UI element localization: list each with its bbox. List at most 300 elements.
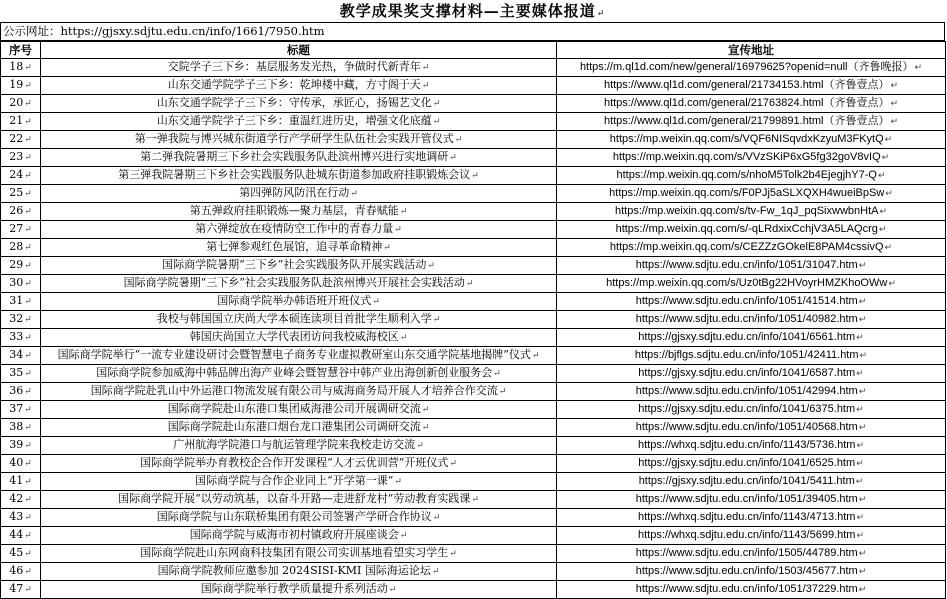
paragraph-mark: ↵ [879,206,888,216]
row-url-cell [557,455,946,473]
row-title: 国际商学院赴乳山中外运港口物流发展有限公司与威海商务局开展人才培养合作交流 [90,384,498,397]
row-number: 43 [9,510,24,523]
table-row [1,293,946,311]
paragraph-mark: ↵ [856,530,865,540]
paragraph-mark: ↵ [24,369,32,379]
paragraph-mark: ↵ [24,459,32,469]
row-url-cell [557,401,946,419]
row-url[interactable]: https://www.sdjtu.edu.cn/info/1505/44789.htm [635,547,858,559]
row-title: 国际商学院暑期“三下乡”社会实践服务队开展实践活动 [162,258,427,271]
paragraph-mark: ↵ [24,81,32,91]
row-url-cell [557,293,946,311]
row-title: 广州航海学院港口与航运管理学院来我校走访交流 [173,438,416,451]
row-number: 25 [9,186,24,199]
row-title-cell [41,527,557,545]
row-number: 27 [9,222,24,235]
row-title: 第六弹绽放在疫情防空工作中的青春力量 [195,222,394,235]
row-url[interactable]: https://mp.weixin.qq.com/s/VQF6NISqvdxKzyuM3FKytQ [609,133,884,145]
table-row [1,203,946,221]
row-url-cell [557,383,946,401]
header-no: 序号 [1,42,41,59]
row-title-cell [41,455,557,473]
row-title: 国际商学院举行教学质量提升系列活动 [200,582,388,595]
row-number-cell [1,77,41,95]
table-row [1,329,946,347]
row-number-cell [1,437,41,455]
row-url-cell [557,185,946,203]
table-row [1,401,946,419]
paragraph-mark: ↵ [372,297,380,307]
row-number: 34 [9,348,24,361]
paragraph-mark: ↵ [24,495,32,505]
paragraph-mark: ↵ [858,494,867,504]
row-title-cell [41,59,557,77]
row-url-cell [557,419,946,437]
row-title-cell [41,401,557,419]
row-number-cell [1,545,41,563]
row-url-cell [557,545,946,563]
row-number-cell [1,455,41,473]
row-title-cell [41,545,557,563]
table-row [1,545,946,563]
row-url[interactable]: https://www.ql1d.com/general/21734153.html（齐鲁壹点） [603,79,890,91]
table-row [1,167,946,185]
row-number: 41 [9,474,24,487]
row-title-cell [41,221,557,239]
row-title: 第四弹防风防汛在行动 [239,186,350,199]
row-number-cell [1,131,41,149]
paragraph-mark: ↵ [24,351,32,361]
row-number-cell [1,509,41,527]
table-row [1,311,946,329]
row-url[interactable]: https://whxq.sdjtu.edu.cn/info/1143/5699.htm [637,529,856,541]
paragraph-mark: ↵ [394,477,402,487]
row-number-cell [1,347,41,365]
paragraph-mark: ↵ [24,243,32,253]
row-url-cell [557,365,946,383]
row-number: 28 [9,240,24,253]
row-title-cell [41,365,557,383]
table-row [1,563,946,581]
row-title: 国际商学院暑期“三下乡”社会实践服务队赴滨州博兴开展社会实践活动 [123,276,465,289]
row-title-cell [41,383,557,401]
paragraph-mark: ↵ [855,476,864,486]
paragraph-mark: ↵ [383,243,391,253]
row-url[interactable]: https://mp.weixin.qq.com/s/Uz0tBg22HVoyrHMZKhoOWw [606,277,888,289]
paragraph-mark: ↵ [471,495,479,505]
row-url[interactable]: https://gjsxy.sdjtu.edu.cn/info/1041/6561.htm [638,331,856,343]
row-url-cell [557,473,946,491]
paragraph-mark: ↵ [416,441,424,451]
row-number-cell [1,365,41,383]
row-url-cell [557,59,946,77]
document-title [0,0,945,23]
paragraph-mark: ↵ [24,585,32,595]
table-body [1,59,946,599]
row-title-cell [41,77,557,95]
paragraph-mark: ↵ [24,117,32,127]
paragraph-mark: ↵ [24,567,32,577]
paragraph-mark: ↵ [421,405,430,415]
paragraph-mark: ↵ [885,188,893,198]
paragraph-mark: ↵ [24,261,32,271]
paragraph-mark: ↵ [432,315,441,325]
paragraph-mark: ↵ [856,440,865,450]
row-title: 山东交通学院学子三下乡：守传承，承匠心，扬锡艺文化 [156,96,432,109]
row-url[interactable]: https://mp.weixin.qq.com/s/F0PJj5aSLXQXH4wueiBpSw [609,187,885,199]
paragraph-mark: ↵ [493,369,501,379]
row-title-cell [41,473,557,491]
row-url[interactable]: https://www.sdjtu.edu.cn/info/1051/40982.htm [635,313,858,325]
paragraph-mark: ↵ [399,333,408,343]
row-number: 20 [9,96,24,109]
paragraph-mark: ↵ [465,279,474,289]
row-url-cell [557,275,946,293]
row-url[interactable]: https://www.sdjtu.edu.cn/info/1051/39405.htm [635,493,858,505]
header-title: 标题 [41,42,557,59]
document-title-text: 教学成果奖支撑材料—主要媒体报道 [339,2,596,20]
row-url-cell [557,149,946,167]
paragraph-mark: ↵ [24,387,32,397]
row-url[interactable]: https://www.ql1d.com/general/21799891.html（齐鲁壹点） [603,115,890,127]
row-title: 山东交通学院学子三下乡：重温红进历史，增强文化底蕴 [156,114,432,127]
paragraph-mark: ↵ [432,117,441,127]
table-row [1,455,946,473]
paragraph-mark: ↵ [858,584,867,594]
paragraph-mark: ↵ [24,297,32,307]
row-url-cell [557,77,946,95]
row-title: 国际商学院参加威海中韩品牌出海产业峰会暨智慧谷中韩产业出海创新创业服务会 [96,366,493,379]
row-title-cell [41,509,557,527]
paragraph-mark: ↵ [858,296,867,306]
paragraph-mark: ↵ [884,242,893,252]
row-number-cell [1,203,41,221]
row-number-cell [1,167,41,185]
paragraph-mark: ↵ [856,458,864,468]
row-url-cell [557,131,946,149]
table-row [1,419,946,437]
row-title: 国际商学院赴山东网商科技集团有限公司实训基地看望实习学生 [140,546,449,559]
public-url-label: 公示网址： [3,24,61,38]
row-url-cell [557,221,946,239]
row-title-cell [41,149,557,167]
paragraph-mark: ↵ [858,548,867,558]
row-url-cell [557,527,946,545]
row-title-cell [41,437,557,455]
paragraph-mark: ↵ [24,405,32,415]
paragraph-mark: ↵ [24,189,32,199]
row-url-cell [557,581,946,599]
paragraph-mark: ↵ [24,423,32,433]
row-number-cell [1,527,41,545]
paragraph-mark: ↵ [858,314,867,324]
row-title: 国际商学院赴山东港口烟台龙口港集团公司调研交流 [167,420,421,433]
row-number-cell [1,59,41,77]
row-number-cell [1,383,41,401]
paragraph-mark: ↵ [856,332,864,342]
row-title: 第一弹我院与博兴城东街道学行产学研学生队伍社会实践开管仪式 [134,132,454,145]
table-row [1,365,946,383]
row-title-cell [41,185,557,203]
row-number: 29 [9,258,24,271]
paragraph-mark: ↵ [858,566,867,576]
row-number-cell [1,113,41,131]
row-title: 国际商学院与威海市初村镇政府开展座谈会 [189,528,399,541]
table-row [1,473,946,491]
table-row [1,149,946,167]
paragraph-mark: ↵ [24,153,32,163]
paragraph-mark: ↵ [454,135,463,145]
row-url[interactable]: https://gjsxy.sdjtu.edu.cn/info/1041/6587.htm [638,367,856,379]
row-title: 山东交通学院学子三下乡：乾坤楼中藏，方寸阁于天 [167,78,421,91]
table-row [1,509,946,527]
row-number-cell [1,185,41,203]
row-title-cell [41,491,557,509]
row-url-cell [557,347,946,365]
row-title: 第五弹政府挂职锻炼—聚力基层，青春赋能 [189,204,399,217]
table-row [1,59,946,77]
row-title: 国际商学院举行“一流专业建设研讨会暨智慧电子商务专业虚拟教研室山东交通学院基地揭牌”仪式 [57,348,531,361]
paragraph-mark: ↵ [858,260,867,270]
paragraph-mark: ↵ [890,80,899,90]
row-number: 24 [9,168,24,181]
paragraph-mark: ↵ [24,135,32,145]
row-number-cell [1,419,41,437]
row-number-cell [1,95,41,113]
header-url: 宣传地址 [557,42,946,59]
paragraph-mark: ↵ [471,171,479,181]
paragraph-mark: ↵ [914,62,923,72]
row-url[interactable]: https://m.ql1d.com/new/general/16979625?openid=null（齐鲁晚报） [579,61,914,73]
row-title-cell [41,113,557,131]
row-number-cell [1,563,41,581]
paragraph-mark: ↵ [431,567,440,577]
paragraph-mark: ↵ [24,279,32,289]
row-url[interactable]: https://whxq.sdjtu.edu.cn/info/1143/4713.htm [637,511,856,523]
row-title-cell [41,131,557,149]
paragraph-mark: ↵ [856,512,865,522]
table-row [1,221,946,239]
row-url-cell [557,257,946,275]
row-title: 第三弹我院暑期三下乡社会实践服务队赴城东街道参加政府挂职锻炼会议 [118,168,471,181]
row-title-cell [41,95,557,113]
paragraph-mark: ↵ [24,63,32,73]
row-number: 19 [9,78,24,91]
paragraph-mark: ↵ [856,368,864,378]
row-title-cell [41,329,557,347]
row-url-cell [557,311,946,329]
row-url[interactable]: https://www.sdjtu.edu.cn/info/1051/37229.htm [635,583,858,595]
row-number: 40 [9,456,24,469]
paragraph-mark: ↵ [888,278,896,288]
row-url[interactable]: https://gjsxy.sdjtu.edu.cn/info/1041/6375.htm [638,403,856,415]
row-url[interactable]: https://www.sdjtu.edu.cn/info/1051/42994.htm [635,385,858,397]
table-row [1,491,946,509]
row-title-cell [41,311,557,329]
paragraph-mark: ↵ [449,549,457,559]
paragraph-mark: ↵ [421,81,430,91]
table-row [1,113,946,131]
paragraph-mark: ↵ [856,404,864,414]
paragraph-mark: ↵ [498,387,507,397]
table-row [1,239,946,257]
row-number-cell [1,491,41,509]
row-number: 45 [9,546,24,559]
table-row [1,257,946,275]
row-title: 国际商学院举办育教校企合作开发课程“人才云优训营”开班仪式 [140,456,449,469]
row-number: 35 [9,366,24,379]
row-title-cell [41,419,557,437]
row-number: 31 [9,294,24,307]
row-title-cell [41,167,557,185]
row-number: 38 [9,420,24,433]
table-row [1,275,946,293]
row-url[interactable]: https://www.sdjtu.edu.cn/info/1051/41514.htm [635,295,858,307]
paragraph-mark: ↵ [890,98,899,108]
row-title-cell [41,257,557,275]
row-url-cell [557,113,946,131]
row-title: 我校与韩国国立庆尚大学本硕连读项目首批学生顺利入学 [156,312,432,325]
row-number: 30 [9,276,24,289]
row-number: 46 [9,564,24,577]
row-url[interactable]: https://www.sdjtu.edu.cn/info/1503/45677.htm [635,565,858,577]
row-title: 韩国庆尚国立大学代表团访问我校威海校区 [189,330,399,343]
table-row [1,347,946,365]
table-header-row [1,42,946,59]
paragraph-mark: ↵ [427,261,435,271]
paragraph-mark: ↵ [449,153,457,163]
paragraph-mark: ↵ [858,386,867,396]
row-title-cell [41,293,557,311]
row-url[interactable]: https://mp.weixin.qq.com/s/nhoM5Tolk2b4EjegjhY7-Q [616,169,877,181]
paragraph-mark: ↵ [24,477,32,487]
row-number: 18 [9,60,24,73]
paragraph-mark: ↵ [24,531,32,541]
row-url-cell [557,563,946,581]
paragraph-mark: ↵ [432,99,441,109]
row-number-cell [1,221,41,239]
row-url[interactable]: https://mp.weixin.qq.com/s/VVzSKiP6xG5fg32goV8vIQ [612,151,881,163]
row-number: 23 [9,150,24,163]
row-url-cell [557,329,946,347]
paragraph-mark: ↵ [399,531,408,541]
paragraph-mark: ↵ [394,225,402,235]
row-title: 交院学子三下乡：基层服务发光热，争做时代新青年 [167,60,421,73]
row-url[interactable]: https://gjsxy.sdjtu.edu.cn/info/1041/5411.htm [638,475,855,487]
table-row [1,527,946,545]
row-url-cell [557,509,946,527]
row-number-cell [1,293,41,311]
paragraph-mark: ↵ [24,315,32,325]
row-url[interactable]: https://www.sdjtu.edu.cn/info/1051/40568.htm [635,421,858,433]
table-row [1,383,946,401]
table-row [1,581,946,599]
paragraph-mark: ↵ [877,170,886,180]
public-url-link[interactable]: https://gjsxy.sdjtu.edu.cn/info/1661/7950.htm [60,24,325,38]
paragraph-mark: ↵ [24,207,32,217]
row-url[interactable]: https://bjflgs.sdjtu.edu.cn/info/1051/42411.htm [634,349,859,361]
row-title-cell [41,203,557,221]
paragraph-mark: ↵ [884,134,893,144]
row-url-cell [557,437,946,455]
table-row [1,185,946,203]
row-url-cell [557,203,946,221]
row-url-cell [557,239,946,257]
row-url-cell [557,95,946,113]
paragraph-mark: ↵ [859,350,868,360]
row-number-cell [1,311,41,329]
row-url[interactable]: https://whxq.sdjtu.edu.cn/info/1143/5736.htm [637,439,856,451]
table-row [1,95,946,113]
row-number: 22 [9,132,24,145]
table-row [1,77,946,95]
row-title-cell [41,275,557,293]
row-number-cell [1,149,41,167]
row-number-cell [1,473,41,491]
row-url[interactable]: https://gjsxy.sdjtu.edu.cn/info/1041/6525.htm [638,457,856,469]
row-url[interactable]: https://mp.weixin.qq.com/s/-qLRdxixCchjV3A5LAQcrg [615,223,878,235]
row-title: 国际商学院赴山东港口集团威海港公司开展调研交流 [167,402,421,415]
paragraph-mark: ↵ [24,333,32,343]
row-title: 国际商学院开展“以劳动筑基，以奋斗开路—走进舒龙村”劳动教育实践课 [118,492,471,505]
paragraph-mark: ↵ [449,459,457,469]
paragraph-mark: ↵ [881,152,890,162]
row-number: 21 [9,114,24,127]
row-title: 国际商学院与山东联桥集团有限公司签署产学研合作协议 [156,510,432,523]
row-number: 42 [9,492,24,505]
row-number-cell [1,275,41,293]
paragraph-mark: ↵ [24,225,32,235]
row-title: 国际商学院教师应邀参加 2024SISI-KMI 国际海运论坛 [157,564,431,577]
row-number: 26 [9,204,24,217]
row-url[interactable]: https://www.sdjtu.edu.cn/info/1051/31047.htm [635,259,858,271]
row-number-cell [1,239,41,257]
row-number: 36 [9,384,24,397]
paragraph-mark: ↵ [399,207,408,217]
row-title-cell [41,347,557,365]
table-row [1,131,946,149]
row-title-cell [41,239,557,257]
paragraph-mark: ↵ [421,423,430,433]
paragraph-mark: ↵ [24,513,32,523]
row-number: 32 [9,312,24,325]
row-number: 33 [9,330,24,343]
row-number: 47 [9,582,24,595]
row-number-cell [1,329,41,347]
row-number: 44 [9,528,24,541]
row-url[interactable]: https://mp.weixin.qq.com/s/CEZZzGOkelE8PAM4cssivQ [609,241,884,253]
paragraph-mark: ↵ [890,116,899,126]
row-title: 第七弹参观红色展馆，追寻革命精神 [206,240,383,253]
paragraph-mark: ↵ [531,351,540,361]
row-title: 第二弹我院暑期三下乡社会实践服务队赴滨州博兴进行实地调研 [140,150,449,163]
row-number: 39 [9,438,24,451]
row-url-cell [557,167,946,185]
paragraph-mark: ↵ [24,99,32,109]
row-url-cell [557,491,946,509]
row-number-cell [1,581,41,599]
table-row [1,437,946,455]
paragraph-mark: ↵ [350,189,358,199]
row-url[interactable]: https://www.ql1d.com/general/21763824.html（齐鲁壹点） [603,97,890,109]
paragraph-mark: ↵ [24,171,32,181]
row-title-cell [41,581,557,599]
public-url-line [0,23,945,41]
row-number-cell [1,401,41,419]
paragraph-mark: ↵ [878,224,887,234]
row-url[interactable]: https://mp.weixin.qq.com/s/tv-Fw_1qJ_pqSixwwbnHtA [614,205,879,217]
paragraph-mark: ↵ [432,513,441,523]
